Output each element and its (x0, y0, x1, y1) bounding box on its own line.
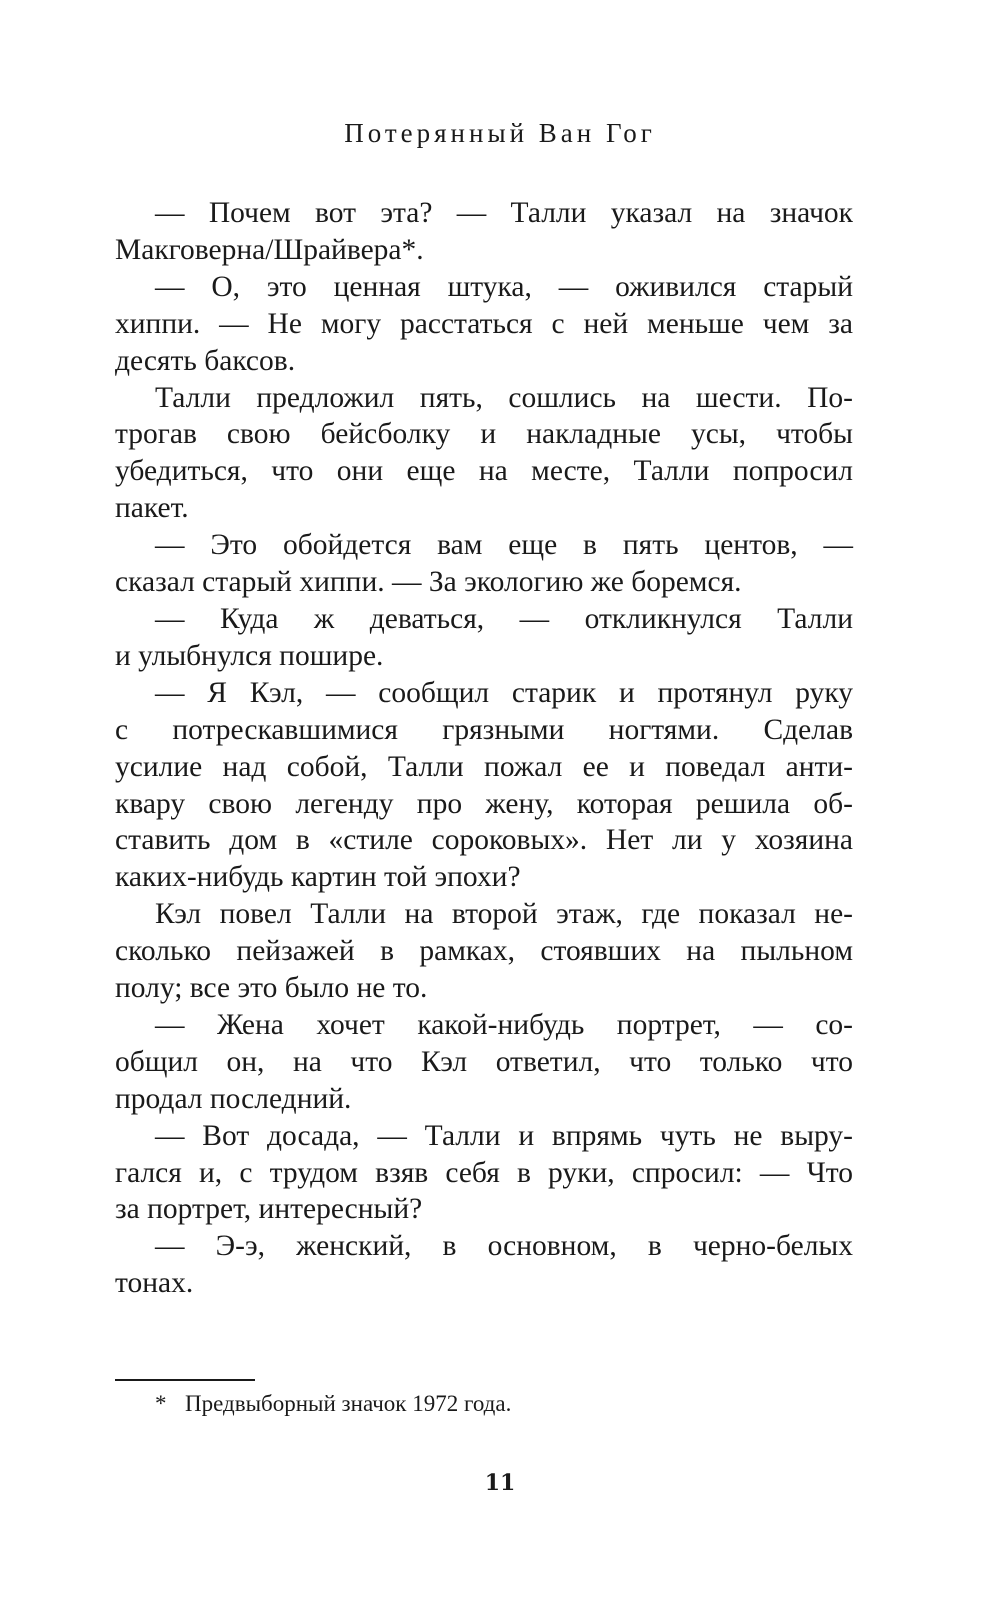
text-line: гался и, с трудом взяв себя в руки, спросил: — Что (115, 1156, 853, 1189)
text-line: пакет. (115, 492, 189, 525)
text-line: тонах. (115, 1267, 194, 1300)
paragraph (115, 269, 853, 380)
text-line: ставить дом в «стиле сороковых». Нет ли у хозяина (115, 824, 853, 857)
text-line: — Почем вот эта? — Талли указал на значок (155, 197, 853, 229)
paragraph (115, 527, 853, 601)
text-line: — О, это ценная штука, — оживился старый (155, 270, 853, 303)
paragraph (115, 1228, 853, 1302)
text-line: — Это обойдется вам еще в пять центов, — (155, 529, 853, 562)
text-line: общил он, на что Кэл ответил, что только что (115, 1045, 853, 1078)
text-line: — Я Кэл, — сообщил старик и протянул руку (155, 676, 853, 709)
text-line: усилие над собой, Талли пожал ее и поведал анти- (115, 750, 853, 783)
paragraph (115, 896, 853, 1007)
text-line: полу; все это было не то. (115, 972, 428, 1005)
body-text (115, 195, 853, 1302)
text-line: трогав свою бейсболку и накладные усы, чтобы (115, 418, 853, 451)
paragraph (115, 675, 853, 896)
footnote-text: Предвыборный значок 1972 года. (185, 1391, 512, 1416)
paragraph (115, 380, 853, 528)
text-line: десять баксов. (115, 344, 296, 377)
text-line: продал последний. (115, 1082, 352, 1115)
text-line: каких-нибудь картин той эпохи? (115, 861, 521, 894)
text-line: сказал старый хиппи. — За экологию же боремся. (115, 566, 742, 599)
text-line: сколько пейзажей в рамках, стоявших на пыльном (115, 935, 853, 968)
text-line: — Куда ж деваться, — откликнулся Талли (155, 602, 853, 635)
text-line: с потрескавшимися грязными ногтями. Сделав (115, 713, 853, 746)
paragraph (115, 1007, 853, 1118)
text-line: — Э-э, женский, в основном, в черно-белых (155, 1230, 853, 1263)
paragraph (115, 195, 853, 269)
footnote-mark: * (155, 1391, 167, 1416)
text-line: Кэл повел Талли на второй этаж, где показал не- (155, 898, 853, 931)
footnote-rule (115, 1379, 255, 1381)
text-line: — Вот досада, — Талли и впрямь чуть не выру- (155, 1119, 853, 1152)
text-line: Талли предложил пять, сошлись на шести. По- (155, 381, 853, 414)
footnote (155, 1389, 511, 1419)
paragraph (115, 1118, 853, 1229)
text-line: Макговерна/Шрайвера*. (115, 233, 424, 266)
text-line: убедиться, что они еще на месте, Талли попросил (115, 455, 853, 488)
text-line: за портрет, интересный? (115, 1193, 423, 1226)
text-line: квару свою легенду про жену, которая решила об- (115, 787, 853, 820)
text-line: — Жена хочет какой-нибудь портрет, — со- (155, 1008, 853, 1041)
text-line: хиппи. — Не могу расстаться с ней меньше чем за (115, 307, 853, 340)
running-head: Потерянный Ван Гог (344, 118, 656, 148)
text-line: и улыбнулся пошире. (115, 639, 384, 672)
page-number: 11 (484, 1470, 516, 1496)
paragraph (115, 601, 853, 675)
